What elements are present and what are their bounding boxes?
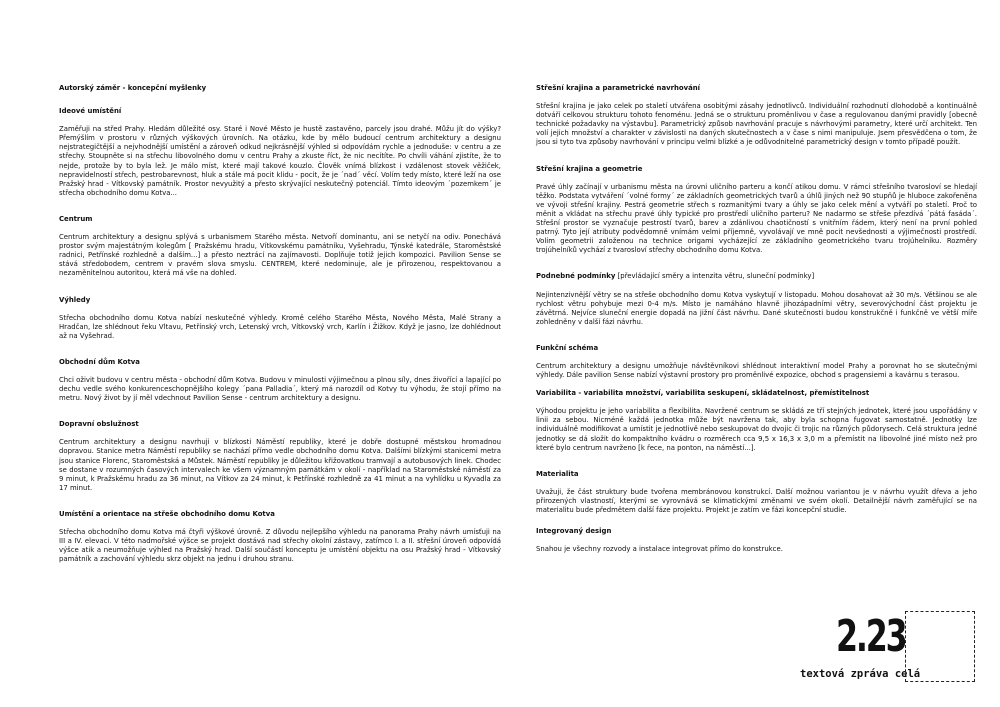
section-stresni-krajina-geometrie (536, 165, 977, 256)
section-dopravni-obsluznost (59, 420, 501, 493)
sheet-number: 2.23 (836, 611, 906, 662)
section-ideove-umisteni (59, 107, 501, 198)
section-text: Střecha obchodního domu Kotva nabízí neskutečné výhledy. Kromě celého Starého Města, Nového Města, Malé Strany a Hradčan, lze shlédnout řeku Vltavu, Petřínský vrch, Letenský vrch, Vítkovský vrch, Karlín i Žižkov. Když je jasno, lze dohlédnout až na Vyšehrad. (59, 313, 501, 340)
main-title: Autorský záměr - koncepční myšlenky (59, 84, 207, 92)
section-text: Centrum architektury a designu umožňuje návštěvníkovi shlédnout interaktivní model Prahy a porovnat ho se skutečnými výhledy. Dále pavilion Sense nabízí výstavní prostory pro proměnlivé expozice, obchod s pragensiemi a kavárnu s terasou. (536, 361, 977, 380)
section-vyhledy (59, 296, 501, 341)
section-obchodni-dum-kotva (59, 358, 501, 403)
section-heading: Variabilita - variabilita množství, variabilita seskupení, skládatelnost, přemístitelnost (536, 389, 870, 398)
sheet-label: textová zpráva celá (800, 668, 921, 680)
section-text: Střešní krajina je jako celek po staletí utvářena osobitými zásahy jednotlivců. Individuální rozhodnutí dlohodobě a kontinuálně dotváří celkovou strukturu tohoto fenoménu. Jedná se o strukturu proměnlivou v čase a regulovanou danými pravidly [obecně technické požadavky na výstavbu]. Parametrický způsob navrhování pracuje s návrhovými parametry, které určí architekt. Ten volí jejich množství a charakter v závislosti na daných skutečnostech a v čase s nimi manipuluje. Jsem přesvědčena o tom, že jsou si tyto tva způsoby navrhování v principu velmi blízké a je odůvodnitelné parametrický design v tomto případě použít. (536, 102, 977, 147)
section-heading: Střešní krajina a parametrické navrhování (536, 84, 701, 92)
section-heading: Obchodní dům Kotva (59, 357, 140, 366)
section-heading: Ideové umístění (59, 107, 122, 116)
section-centrum (59, 215, 501, 279)
section-heading: Umístění a orientace na střeše obchodního domu Kotva (59, 509, 275, 518)
section-heading: Centrum (59, 214, 93, 223)
section-subheading: [převládající směry a intenzita větru, sluneční podmínky] (615, 272, 815, 281)
section-text: Centrum architektury a designu navrhuji v blízkosti Náměstí republiky, které je dobře dostupné městskou hromadnou dopravou. Stanice metra Náměstí republiky se nachází přímo vedle obchodního domu Kotva. Dalšími blízkými stanicemi metra jsou stanice Florenc, Staroměstská a Můstek. Náměstí republiky je důležitou křižovatkou tramvají a autobusových linek. Chodec se dostane v rozumných časových intervalech ke všem významným památkám v okolí - například na Staroměstské náměstí za 9 minut, k Pražskému hradu za 36 minut, na Vítkov za 24 minut, k Petřínské rozhledně za 41 minut a na vyhlídku u Kyvadla za 17 minut. (59, 438, 501, 492)
section-integrovany-design (536, 527, 977, 554)
section-heading: Střešní krajina a geometrie (536, 164, 643, 173)
dashed-frame (905, 611, 975, 682)
sheet-stamp (796, 611, 978, 685)
section-podnebne-podminky (536, 272, 977, 326)
section-text: Snahou je všechny rozvody a instalace integrovat přímo do konstrukce. (536, 545, 783, 554)
section-text: Střecha obchodního domu Kotva má čtyři výškové úrovně. Z důvodu nejlepšího výhledu na panorama Prahy návrh umísťuji na III a IV. elevaci. V této nadmořské výšce se projekt dostává nad střechy okolní zástavy, zatímco I. a II. střešní úroveň odpovídá výšce atik a neumožňuje výhled na Pražský hrad. Další součástí konceptu je umístění objektu na osu Pražský hrad - Vítkovský památník a zachování výhledu skrz objekt na jednu i druhou stranu. (59, 528, 501, 564)
section-heading: Dopravní obslužnost (59, 420, 139, 429)
section-text: Nejintenzivnější větry se na střeše obchodního domu Kotva vyskytují v listopadu. Mohou dosahovat až 30 m/s. Většinou se ale rychlost větru pohybuje mezi 0-4 m/s. Místo je namáháno hlavně jihozápadními větry, severovýchodní část projektu je závětrná. Nejvíce sluneční energie dopadá na jižní část návrhu. Dané skutečnosti budou konstrukčně i funkčně ve větší míře zohledněny v další fázi návrhu. (536, 290, 977, 326)
section-umisteni-a-orientace (59, 510, 501, 564)
section-text: Výhodou projektu je jeho variabilita a flexibilita. Navržené centrum se skládá ze tří stejných jednotek, které jsou uspořádány v linii za sebou. Nicméně každá jednotka může být navržena tak, aby byla schopna fugovat samostatně. Jednotky lze individuálně modifikovat a umístit je jednotlivě nebo seskupovat do dvojic či trojic na různých půdorysech. Celá struktura jedné jednotky se dá složit do kompaktního kvádru o rozměrech cca 9,5 x 16,3 x 3,0 m a přemístit na libovolné jiné místo než pro které bylo centrum navrženo [k řece, na ponton, na náměstí...]. (536, 407, 977, 452)
section-text: Centrum architektury a designu splývá s urbanismem Starého města. Netvoří dominantu, ani se netyčí na odiv. Ponechává prostor svým majestátným kolegům [ Pražskému hradu, Vítkovskému památníku, Vyšehradu, Týnské katedrále, Staroměstské radnici, Petřínské rozhledně a dalším...] a přesto neztrácí na zajímavosti. Doplňuje totiž jejich kompozici. Pavilion Sense se stává středobodem, centrem v pravém slova smyslu. CENTREM, které nedominuje, ale je přirozenou, respektovanou a nezaměnitelnou autoritou, která má vše na dohled. (59, 233, 501, 278)
section-text: Uvažuji, že část struktury bude tvořena membránovou konstrukcí. Další možnou variantou je v návrhu využít dřeva a jeho přirozených vlastností, kterými se vyrovnává se klimatickými změnami ve svém okolí. Detailnější návrh zaměřující se na materialitu bude předmětem další fáze projektu. Projekt je zatím ve fázi koncepční studie. (536, 487, 977, 514)
left-column (59, 84, 501, 581)
section-materialita (536, 470, 977, 515)
section-funkcni-schema (536, 344, 977, 380)
section-heading: Materialita (536, 469, 579, 478)
section-heading: Podnebné podmínky [převládající směry a intenzita větru, sluneční podmínky] (536, 272, 815, 281)
section-variabilita (536, 389, 977, 453)
section-heading: Výhledy (59, 295, 91, 304)
section-text: Chci oživit budovu v centru města - obchodní dům Kotva. Budovu v minulosti výjimečnou a plnou síly, dnes živořící a lapající po dechu vedle svého konkurenceschopnějšího kolegy ´pana Palladia´, který má narozdíl od Kotvy tu výhodu, že stojí přímo na metru. Nový život by jí měl vdechnout Pavilion Sense - centrum architektury a designu. (59, 375, 501, 403)
section-stresni-krajina-parametricke (536, 84, 977, 148)
section-text: Zaměřuji na střed Prahy. Hledám důležité osy. Staré i Nové Město je hustě zastavěno, parcely jsou drahé. Můžu jít do výšky? Přemýšlím v prostoru v různých výškových úrovních. Na otázku, kde by mělo budoucí centrum architektury a designu nejstrategičtější a nejvhodnější umístění a zároveň odkud nejkrásnější výhled si odpovídám rychle a jednoduše: v centru a ze střechy. Stoupněte si na střechu libovolného domu v centru Prahy a zkuste říct, že nic necítíte. Po chvíli váhání zjistíte, že to nejde, protože by to byla lež. Je málo míst, které mají takové kouzlo. Člověk vnímá blízkost i vzdálenost stovek věžiček, nepravidelností střech, pestrobarevnost, hluk a stále má pocit klidu - pocit, že je ´nad´ věcí. Volím tedy místo, které leží na ose Pražský hrad - Vítkovský památník. Prostor nevyužitý a přesto skrývající neskutečný potenciál. Tímto ideovým ´pozemkem´ je střecha obchodního domu Kotva... (59, 125, 501, 197)
section-heading: Integrovaný design (536, 527, 612, 536)
section-text: Pravé úhly začínají v urbanismu města na úrovni uličního parteru a končí atikou domu. V rámci střešního tvarosloví se hledají těžko. Podstata vytváření ´volné formy´ ze základních geometrických tvarů a úhlů jiných než 90 stupňů je hluboce zakořeněna ve vývoji střešní krajiny. Pestrá geometrie střech s rozmanitými tvary a úhly se jako celek mění a vytváří po staletí. Proč to měnit a vkládat na střechu pravé úhly typické pro prostředí uličního parteru? Ne nadarmo se střeše přezdívá ´pátá fasáda´. Střešní prostor se vyznačuje pestrostí tvarů, barev a zdánlivou chaotičností s vnitřním řádem, který není na první pohled patrný. Tyto její atributy podvědomně vnímám velmi příjemně, vyvolávají ve mně pocit nevšednosti a výjimečnosti prostředí. Volím geometrii založenou na technice origami vycházející ze základního geometrického tvaru trojúhelníku. Rozměry trojúhelníků vychází z tvarosloví střechy obchodního domu Kotva. (536, 182, 977, 255)
right-column (536, 84, 977, 571)
section-heading: Funkční schéma (536, 343, 599, 352)
